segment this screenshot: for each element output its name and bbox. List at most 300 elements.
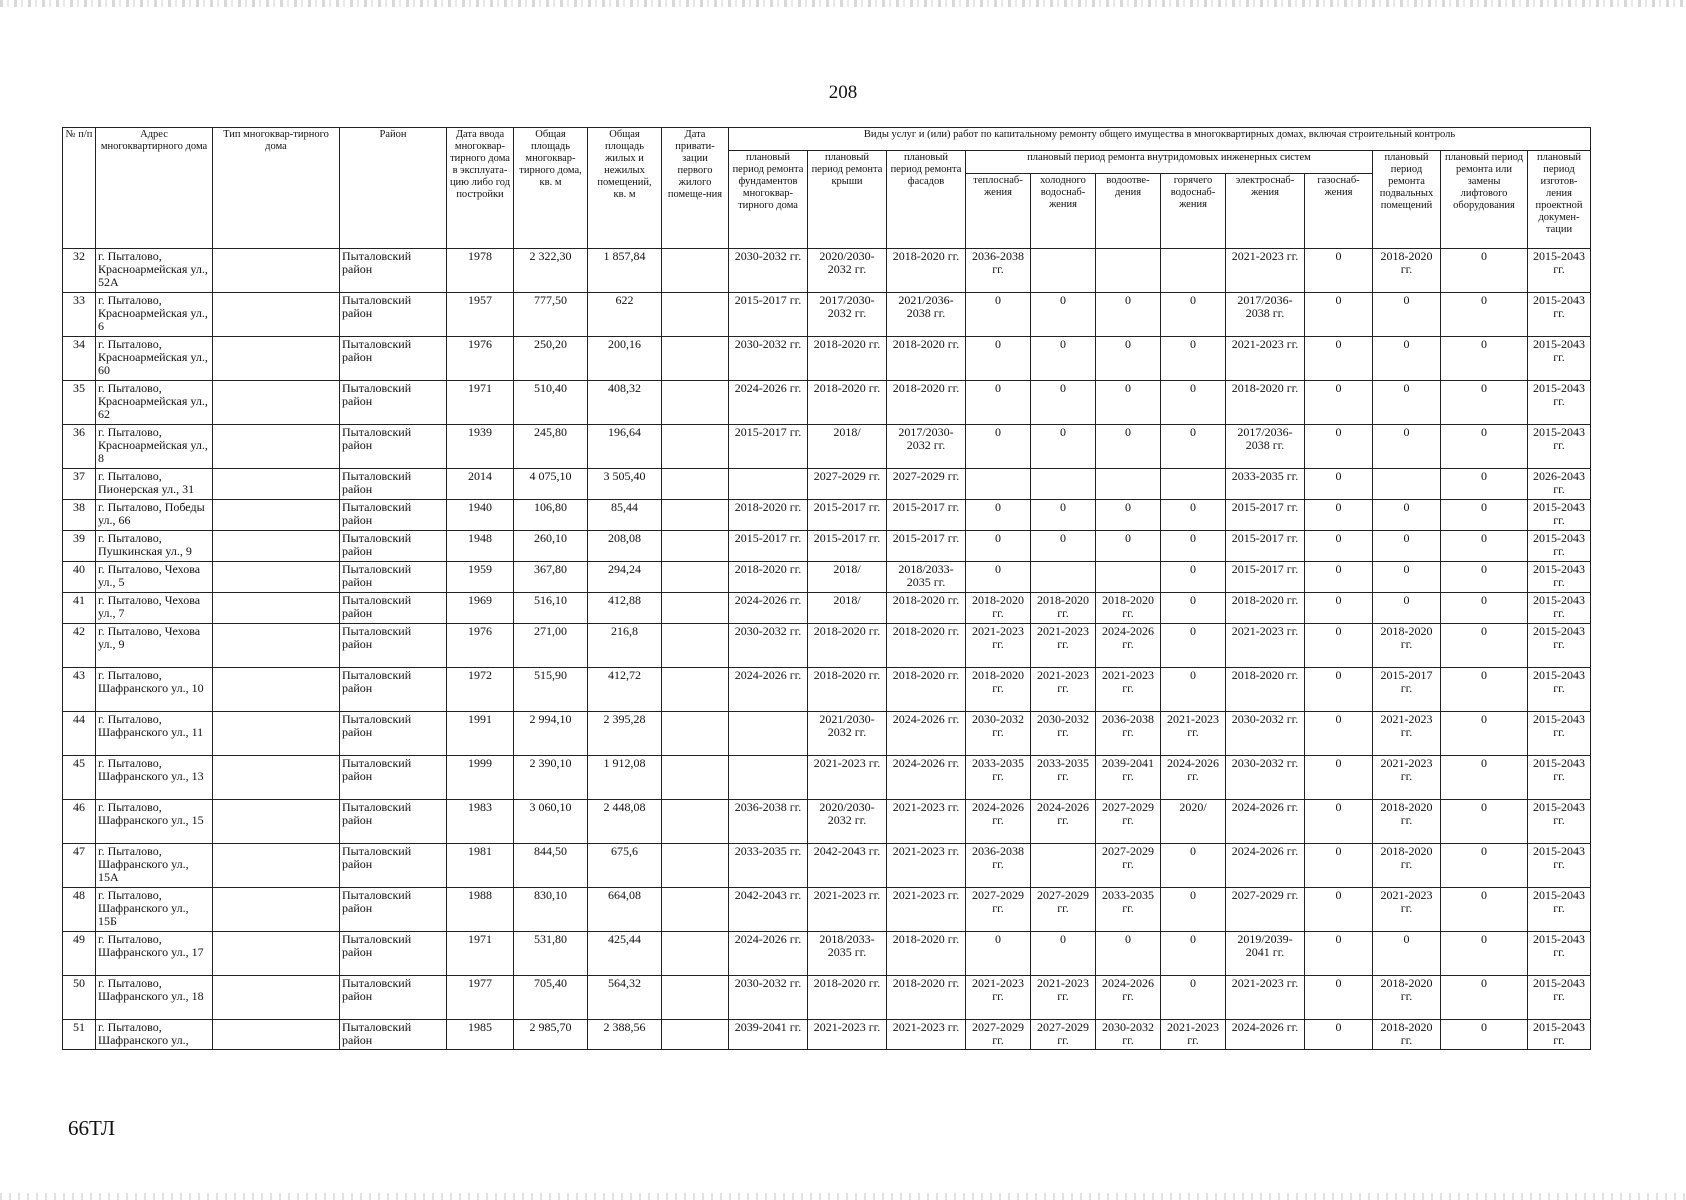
cell-district: Пыталовский район — [340, 500, 447, 531]
cell-gas: 0 — [1305, 381, 1373, 425]
cell-foundation: 2039-2041 гг. — [729, 1020, 808, 1050]
cell-living-area: 675,6 — [588, 844, 662, 888]
cell-num: 42 — [63, 624, 96, 668]
cell-privatization-date — [662, 249, 729, 293]
col-header-foundation: плановый период ремонта фундаментов многоквар-тирного дома — [729, 151, 808, 249]
cell-total-area: 844,50 — [514, 844, 588, 888]
cell-gas: 0 — [1305, 593, 1373, 624]
table-row — [63, 756, 1591, 800]
cell-electric: 2021-2023 гг. — [1226, 624, 1305, 668]
cell-district: Пыталовский район — [340, 624, 447, 668]
cell-foundation: 2015-2017 гг. — [729, 293, 808, 337]
col-header-heating: теплоснаб-жения — [966, 174, 1031, 249]
cell-house-type — [213, 800, 340, 844]
col-group-engineering: плановый период ремонта внутридомовых инженерных систем — [966, 151, 1373, 174]
cell-electric: 2021-2023 гг. — [1226, 337, 1305, 381]
cell-hot-water: 0 — [1161, 337, 1226, 381]
cell-foundation — [729, 756, 808, 800]
cell-living-area: 200,16 — [588, 337, 662, 381]
cell-project-docs: 2015-2043 гг. — [1528, 668, 1591, 712]
cell-num: 51 — [63, 1020, 96, 1050]
cell-facade: 2018-2020 гг. — [887, 976, 966, 1020]
cell-district: Пыталовский район — [340, 593, 447, 624]
cell-facade: 2018-2020 гг. — [887, 668, 966, 712]
cell-address: г. Пыталово, Красноармейская ул., 60 — [96, 337, 213, 381]
cell-total-area: 777,50 — [514, 293, 588, 337]
cell-gas: 0 — [1305, 932, 1373, 976]
col-header-num: № п/п — [63, 128, 96, 249]
cell-roof: 2018-2020 гг. — [808, 668, 887, 712]
cell-house-type — [213, 293, 340, 337]
cell-year: 1991 — [447, 712, 514, 756]
cell-facade: 2018-2020 гг. — [887, 593, 966, 624]
cell-hot-water: 0 — [1161, 624, 1226, 668]
cell-living-area: 425,44 — [588, 932, 662, 976]
cell-house-type — [213, 712, 340, 756]
cell-gas: 0 — [1305, 668, 1373, 712]
cell-sewerage: 2027-2029 гг. — [1096, 844, 1161, 888]
cell-house-type — [213, 668, 340, 712]
cell-num: 47 — [63, 844, 96, 888]
cell-sewerage: 0 — [1096, 531, 1161, 562]
cell-year: 1988 — [447, 888, 514, 932]
cell-gas: 0 — [1305, 562, 1373, 593]
cell-basement: 2018-2020 гг. — [1373, 976, 1441, 1020]
cell-num: 35 — [63, 381, 96, 425]
col-header-house-type: Тип многоквар-тирного дома — [213, 128, 340, 249]
cell-total-area: 4 075,10 — [514, 469, 588, 500]
cell-roof: 2018-2020 гг. — [808, 381, 887, 425]
cell-project-docs: 2015-2043 гг. — [1528, 712, 1591, 756]
cell-electric: 2030-2032 гг. — [1226, 712, 1305, 756]
cell-project-docs: 2015-2043 гг. — [1528, 500, 1591, 531]
cell-num: 41 — [63, 593, 96, 624]
cell-privatization-date — [662, 668, 729, 712]
cell-foundation: 2030-2032 гг. — [729, 624, 808, 668]
cell-facade: 2021-2023 гг. — [887, 1020, 966, 1050]
cell-address: г. Пыталово, Пионерская ул., 31 — [96, 469, 213, 500]
cell-total-area: 271,00 — [514, 624, 588, 668]
cell-year: 1981 — [447, 844, 514, 888]
cell-basement: 2018-2020 гг. — [1373, 844, 1441, 888]
cell-house-type — [213, 756, 340, 800]
cell-roof: 2018/ — [808, 593, 887, 624]
cell-heating: 0 — [966, 381, 1031, 425]
cell-project-docs: 2015-2043 гг. — [1528, 531, 1591, 562]
cell-house-type — [213, 844, 340, 888]
cell-elevator: 0 — [1441, 800, 1528, 844]
cell-elevator: 0 — [1441, 712, 1528, 756]
cell-heating: 0 — [966, 531, 1031, 562]
cell-sewerage: 0 — [1096, 500, 1161, 531]
cell-project-docs: 2015-2043 гг. — [1528, 844, 1591, 888]
cell-district: Пыталовский район — [340, 888, 447, 932]
table-row — [63, 562, 1591, 593]
cell-elevator: 0 — [1441, 249, 1528, 293]
cell-hot-water: 0 — [1161, 531, 1226, 562]
col-header-address: Адрес многоквартирного дома — [96, 128, 213, 249]
cell-house-type — [213, 562, 340, 593]
cell-privatization-date — [662, 293, 729, 337]
cell-project-docs: 2015-2043 гг. — [1528, 624, 1591, 668]
cell-cold-water: 0 — [1031, 500, 1096, 531]
cell-sewerage: 2039-2041 гг. — [1096, 756, 1161, 800]
cell-num: 40 — [63, 562, 96, 593]
cell-address: г. Пыталово, Шафранского ул., 17 — [96, 932, 213, 976]
cell-living-area: 1 912,08 — [588, 756, 662, 800]
cell-electric: 2015-2017 гг. — [1226, 500, 1305, 531]
col-header-commission-date: Дата ввода многоквар-тирного дома в эксплуата-цию либо год постройки — [447, 128, 514, 249]
cell-num: 38 — [63, 500, 96, 531]
cell-elevator: 0 — [1441, 469, 1528, 500]
cell-elevator: 0 — [1441, 668, 1528, 712]
cell-foundation: 2015-2017 гг. — [729, 425, 808, 469]
cell-house-type — [213, 500, 340, 531]
page-number: 208 — [828, 82, 858, 103]
table-row — [63, 593, 1591, 624]
cell-roof: 2020/2030-2032 гг. — [808, 249, 887, 293]
cell-facade: 2015-2017 гг. — [887, 531, 966, 562]
cell-elevator: 0 — [1441, 976, 1528, 1020]
cell-facade: 2017/2030-2032 гг. — [887, 425, 966, 469]
cell-elevator: 0 — [1441, 425, 1528, 469]
cell-cold-water: 2030-2032 гг. — [1031, 712, 1096, 756]
cell-sewerage: 2024-2026 гг. — [1096, 976, 1161, 1020]
cell-electric: 2019/2039-2041 гг. — [1226, 932, 1305, 976]
cell-total-area: 531,80 — [514, 932, 588, 976]
cell-district: Пыталовский район — [340, 976, 447, 1020]
cell-district: Пыталовский район — [340, 668, 447, 712]
cell-num: 45 — [63, 756, 96, 800]
cell-living-area: 3 505,40 — [588, 469, 662, 500]
cell-cold-water — [1031, 249, 1096, 293]
cell-facade: 2021-2023 гг. — [887, 844, 966, 888]
cell-house-type — [213, 337, 340, 381]
cell-cold-water: 0 — [1031, 381, 1096, 425]
cell-elevator: 0 — [1441, 293, 1528, 337]
cell-facade: 2024-2026 гг. — [887, 712, 966, 756]
cell-gas: 0 — [1305, 469, 1373, 500]
cell-hot-water: 0 — [1161, 844, 1226, 888]
cell-num: 43 — [63, 668, 96, 712]
cell-hot-water: 0 — [1161, 562, 1226, 593]
cell-project-docs: 2015-2043 гг. — [1528, 800, 1591, 844]
cell-basement: 0 — [1373, 932, 1441, 976]
cell-privatization-date — [662, 562, 729, 593]
cell-cold-water: 2033-2035 гг. — [1031, 756, 1096, 800]
cell-roof: 2042-2043 гг. — [808, 844, 887, 888]
table-row — [63, 469, 1591, 500]
cell-heating: 0 — [966, 500, 1031, 531]
cell-total-area: 2 985,70 — [514, 1020, 588, 1050]
cell-heating: 2027-2029 гг. — [966, 1020, 1031, 1050]
cell-year: 1971 — [447, 381, 514, 425]
cell-sewerage — [1096, 249, 1161, 293]
cell-hot-water: 0 — [1161, 593, 1226, 624]
cell-cold-water: 2021-2023 гг. — [1031, 976, 1096, 1020]
cell-living-area: 2 448,08 — [588, 800, 662, 844]
cell-cold-water: 0 — [1031, 293, 1096, 337]
cell-address: г. Пыталово, Чехова ул., 5 — [96, 562, 213, 593]
cell-year: 1940 — [447, 500, 514, 531]
cell-elevator: 0 — [1441, 932, 1528, 976]
cell-privatization-date — [662, 469, 729, 500]
cell-total-area: 510,40 — [514, 381, 588, 425]
col-header-privatization-date: Дата привати-зации первого жилого помеще-ния — [662, 128, 729, 249]
cell-privatization-date — [662, 800, 729, 844]
cell-heating: 2021-2023 гг. — [966, 976, 1031, 1020]
cell-electric: 2017/2036-2038 гг. — [1226, 425, 1305, 469]
cell-living-area: 2 388,56 — [588, 1020, 662, 1050]
col-header-electric: электроснаб-жения — [1226, 174, 1305, 249]
cell-year: 1977 — [447, 976, 514, 1020]
cell-total-area: 705,40 — [514, 976, 588, 1020]
cell-facade: 2018-2020 гг. — [887, 381, 966, 425]
cell-heating: 0 — [966, 337, 1031, 381]
cell-house-type — [213, 531, 340, 562]
cell-gas: 0 — [1305, 800, 1373, 844]
cell-basement: 0 — [1373, 381, 1441, 425]
cell-address: г. Пыталово, Шафранского ул., 15А — [96, 844, 213, 888]
table-row — [63, 800, 1591, 844]
cell-house-type — [213, 593, 340, 624]
cell-elevator: 0 — [1441, 756, 1528, 800]
col-header-roof: плановый период ремонта крыши — [808, 151, 887, 249]
cell-elevator: 0 — [1441, 381, 1528, 425]
cell-district: Пыталовский район — [340, 800, 447, 844]
cell-address: г. Пыталово, Победы ул., 66 — [96, 500, 213, 531]
col-header-elevator: плановый период ремонта или замены лифтового оборудования — [1441, 151, 1528, 249]
cell-foundation: 2018-2020 гг. — [729, 562, 808, 593]
col-header-hot-water: горячего водоснаб-жения — [1161, 174, 1226, 249]
cell-privatization-date — [662, 844, 729, 888]
cell-year: 1969 — [447, 593, 514, 624]
cell-facade: 2021/2036-2038 гг. — [887, 293, 966, 337]
cell-foundation: 2024-2026 гг. — [729, 932, 808, 976]
cell-total-area: 830,10 — [514, 888, 588, 932]
cell-electric: 2018-2020 гг. — [1226, 593, 1305, 624]
cell-hot-water: 0 — [1161, 888, 1226, 932]
cell-district: Пыталовский район — [340, 469, 447, 500]
cell-basement: 0 — [1373, 337, 1441, 381]
table-row — [63, 932, 1591, 976]
cell-basement: 0 — [1373, 500, 1441, 531]
cell-foundation: 2030-2032 гг. — [729, 337, 808, 381]
cell-facade: 2018-2020 гг. — [887, 624, 966, 668]
cell-facade: 2015-2017 гг. — [887, 500, 966, 531]
cell-address: г. Пыталово, Шафранского ул., 10 — [96, 668, 213, 712]
cell-project-docs: 2026-2043 гг. — [1528, 469, 1591, 500]
cell-living-area: 408,32 — [588, 381, 662, 425]
cell-living-area: 216,8 — [588, 624, 662, 668]
cell-num: 46 — [63, 800, 96, 844]
cell-gas: 0 — [1305, 337, 1373, 381]
cell-heating: 0 — [966, 562, 1031, 593]
cell-district: Пыталовский район — [340, 562, 447, 593]
cell-privatization-date — [662, 976, 729, 1020]
cell-living-area: 196,64 — [588, 425, 662, 469]
cell-elevator: 0 — [1441, 1020, 1528, 1050]
cell-district: Пыталовский район — [340, 337, 447, 381]
cell-gas: 0 — [1305, 500, 1373, 531]
cell-sewerage: 2036-2038 гг. — [1096, 712, 1161, 756]
cell-hot-water: 0 — [1161, 293, 1226, 337]
cell-privatization-date — [662, 381, 729, 425]
cell-foundation — [729, 712, 808, 756]
cell-project-docs: 2015-2043 гг. — [1528, 425, 1591, 469]
cell-total-area: 250,20 — [514, 337, 588, 381]
cell-sewerage: 2018-2020 гг. — [1096, 593, 1161, 624]
cell-foundation: 2024-2026 гг. — [729, 593, 808, 624]
cell-roof: 2017/2030-2032 гг. — [808, 293, 887, 337]
cell-district: Пыталовский район — [340, 381, 447, 425]
cell-sewerage: 0 — [1096, 381, 1161, 425]
cell-roof: 2018-2020 гг. — [808, 337, 887, 381]
cell-privatization-date — [662, 500, 729, 531]
cell-heating: 0 — [966, 425, 1031, 469]
cell-district: Пыталовский район — [340, 293, 447, 337]
cell-living-area: 622 — [588, 293, 662, 337]
cell-living-area: 564,32 — [588, 976, 662, 1020]
cell-electric: 2015-2017 гг. — [1226, 562, 1305, 593]
cell-elevator: 0 — [1441, 844, 1528, 888]
cell-basement: 2018-2020 гг. — [1373, 624, 1441, 668]
table-row — [63, 1020, 1591, 1050]
cell-cold-water: 0 — [1031, 337, 1096, 381]
cell-basement: 2018-2020 гг. — [1373, 1020, 1441, 1050]
cell-facade: 2024-2026 гг. — [887, 756, 966, 800]
cell-project-docs: 2015-2043 гг. — [1528, 381, 1591, 425]
cell-privatization-date — [662, 1020, 729, 1050]
cell-living-area: 664,08 — [588, 888, 662, 932]
cell-year: 1976 — [447, 624, 514, 668]
scan-edge-bottom — [0, 1193, 1686, 1200]
cell-cold-water: 0 — [1031, 425, 1096, 469]
cell-sewerage: 0 — [1096, 293, 1161, 337]
col-header-living-area: Общая площадь жилых и нежилых помещений, кв. м — [588, 128, 662, 249]
cell-sewerage: 2024-2026 гг. — [1096, 624, 1161, 668]
cell-num: 50 — [63, 976, 96, 1020]
cell-basement: 0 — [1373, 562, 1441, 593]
cell-electric: 2024-2026 гг. — [1226, 844, 1305, 888]
cell-basement — [1373, 469, 1441, 500]
cell-district: Пыталовский район — [340, 756, 447, 800]
cell-roof: 2021-2023 гг. — [808, 888, 887, 932]
cell-elevator: 0 — [1441, 562, 1528, 593]
cell-hot-water: 0 — [1161, 500, 1226, 531]
col-header-cold-water: холодного водоснаб-жения — [1031, 174, 1096, 249]
cell-hot-water: 0 — [1161, 425, 1226, 469]
cell-year: 1957 — [447, 293, 514, 337]
cell-elevator: 0 — [1441, 888, 1528, 932]
cell-gas: 0 — [1305, 293, 1373, 337]
cell-electric: 2024-2026 гг. — [1226, 1020, 1305, 1050]
cell-privatization-date — [662, 425, 729, 469]
cell-heating: 2030-2032 гг. — [966, 712, 1031, 756]
cell-heating: 2033-2035 гг. — [966, 756, 1031, 800]
cell-project-docs: 2015-2043 гг. — [1528, 562, 1591, 593]
cell-elevator: 0 — [1441, 624, 1528, 668]
cell-num: 44 — [63, 712, 96, 756]
cell-cold-water — [1031, 469, 1096, 500]
cell-address: г. Пыталово, Чехова ул., 7 — [96, 593, 213, 624]
cell-cold-water — [1031, 844, 1096, 888]
cell-total-area: 3 060,10 — [514, 800, 588, 844]
cell-roof: 2018/ — [808, 562, 887, 593]
cell-house-type — [213, 976, 340, 1020]
cell-num: 48 — [63, 888, 96, 932]
cell-total-area: 367,80 — [514, 562, 588, 593]
cell-privatization-date — [662, 888, 729, 932]
cell-address: г. Пыталово, Чехова ул., 9 — [96, 624, 213, 668]
cell-district: Пыталовский район — [340, 844, 447, 888]
cell-foundation: 2036-2038 гг. — [729, 800, 808, 844]
cell-address: г. Пыталово, Пушкинская ул., 9 — [96, 531, 213, 562]
cell-project-docs: 2015-2043 гг. — [1528, 932, 1591, 976]
cell-total-area: 515,90 — [514, 668, 588, 712]
cell-year: 1972 — [447, 668, 514, 712]
cell-facade: 2021-2023 гг. — [887, 888, 966, 932]
cell-electric: 2030-2032 гг. — [1226, 756, 1305, 800]
cell-privatization-date — [662, 624, 729, 668]
cell-sewerage: 2021-2023 гг. — [1096, 668, 1161, 712]
table-row — [63, 425, 1591, 469]
cell-gas: 0 — [1305, 425, 1373, 469]
cell-cold-water — [1031, 562, 1096, 593]
cell-address: г. Пыталово, Шафранского ул., 11 — [96, 712, 213, 756]
cell-hot-water: 2021-2023 гг. — [1161, 712, 1226, 756]
cell-living-area: 294,24 — [588, 562, 662, 593]
cell-hot-water: 2021-2023 гг. — [1161, 1020, 1226, 1050]
cell-total-area: 2 322,30 — [514, 249, 588, 293]
cell-basement: 2018-2020 гг. — [1373, 249, 1441, 293]
cell-address: г. Пыталово, Красноармейская ул., 8 — [96, 425, 213, 469]
cell-project-docs: 2015-2043 гг. — [1528, 1020, 1591, 1050]
cell-living-area: 412,88 — [588, 593, 662, 624]
cell-elevator: 0 — [1441, 531, 1528, 562]
cell-total-area: 106,80 — [514, 500, 588, 531]
cell-project-docs: 2015-2043 гг. — [1528, 593, 1591, 624]
cell-roof: 2020/2030-2032 гг. — [808, 800, 887, 844]
cell-heating: 2018-2020 гг. — [966, 593, 1031, 624]
cell-address: г. Пыталово, Шафранского ул., 13 — [96, 756, 213, 800]
cell-electric: 2021-2023 гг. — [1226, 249, 1305, 293]
cell-num: 37 — [63, 469, 96, 500]
cell-num: 32 — [63, 249, 96, 293]
cell-cold-water: 2021-2023 гг. — [1031, 668, 1096, 712]
cell-basement: 0 — [1373, 593, 1441, 624]
cell-roof: 2015-2017 гг. — [808, 531, 887, 562]
cell-project-docs: 2015-2043 гг. — [1528, 293, 1591, 337]
cell-sewerage: 0 — [1096, 932, 1161, 976]
cell-basement: 2018-2020 гг. — [1373, 800, 1441, 844]
cell-cold-water: 0 — [1031, 932, 1096, 976]
cell-cold-water: 2024-2026 гг. — [1031, 800, 1096, 844]
cell-hot-water — [1161, 249, 1226, 293]
cell-gas: 0 — [1305, 531, 1373, 562]
cell-roof: 2027-2029 гг. — [808, 469, 887, 500]
cell-hot-water: 0 — [1161, 976, 1226, 1020]
cell-privatization-date — [662, 593, 729, 624]
cell-sewerage: 2027-2029 гг. — [1096, 800, 1161, 844]
cell-year: 2014 — [447, 469, 514, 500]
cell-project-docs: 2015-2043 гг. — [1528, 249, 1591, 293]
cell-gas: 0 — [1305, 1020, 1373, 1050]
cell-electric: 2018-2020 гг. — [1226, 381, 1305, 425]
cell-foundation: 2033-2035 гг. — [729, 844, 808, 888]
cell-year: 1959 — [447, 562, 514, 593]
cell-living-area: 412,72 — [588, 668, 662, 712]
